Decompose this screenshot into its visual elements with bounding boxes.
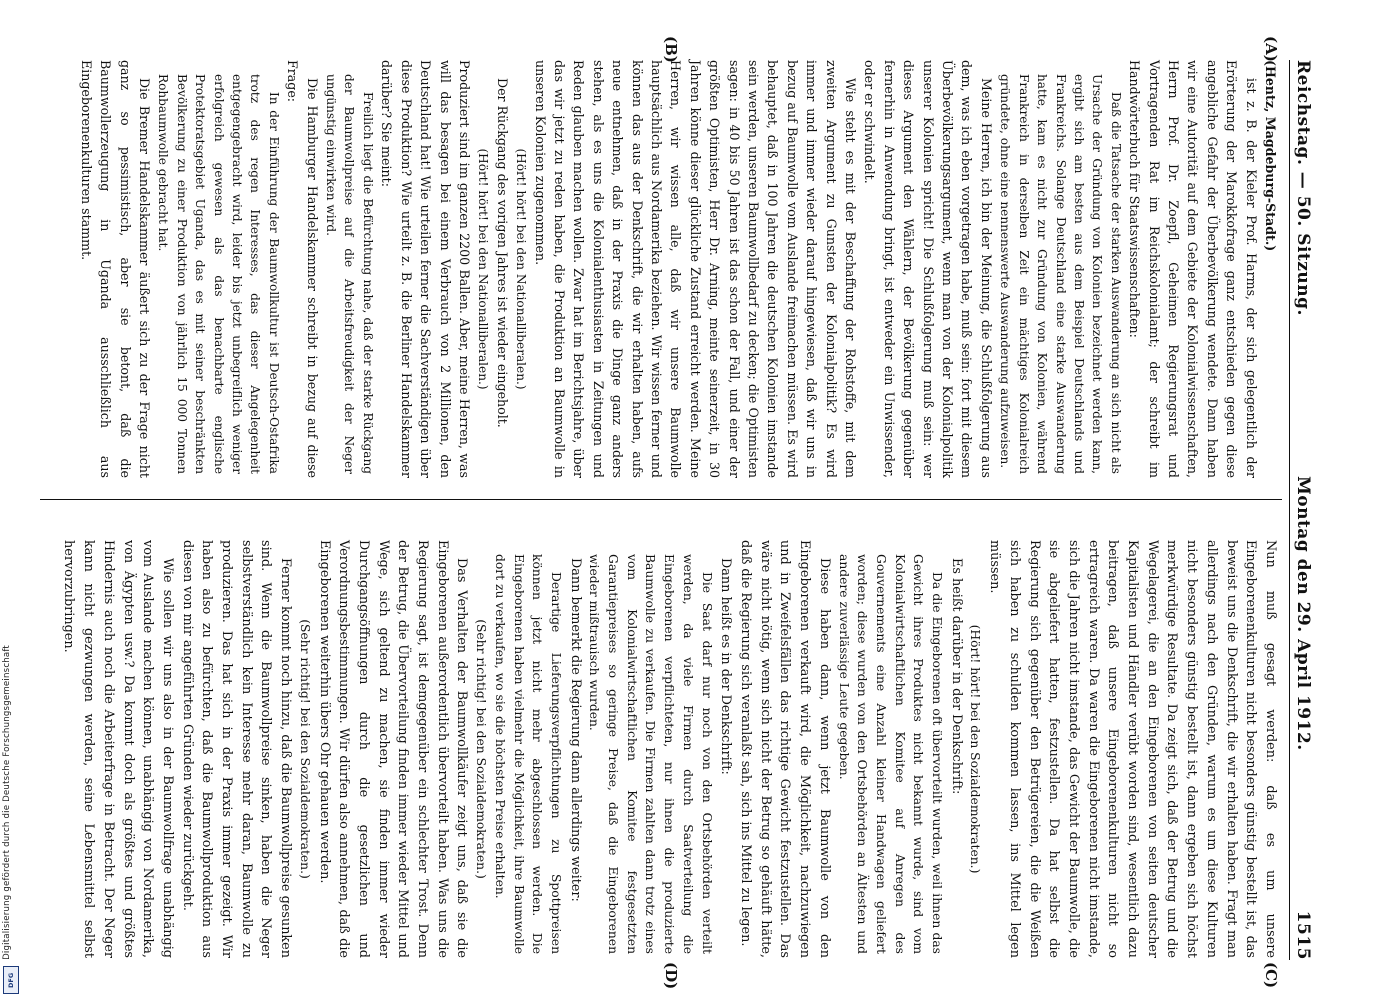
paragraph-text: Derartige Lieferungsverpflichtungen zu Spottpreisen können jetzt nicht mehr abgeschlossen werden. Die Eingeborenen haben vielmehr die Möglichkeit, ihre Baumwolle dort zu verkaufen, wo sie die höchsten Preise erhalten. [492, 554, 563, 954]
paragraph-text: Dann bemerkt die Regierung dann allerdings weiter: [567, 558, 583, 902]
paragraph-text: Dann heißt es in der Denkschrift: [718, 558, 734, 775]
right-paragraph [984, 540, 1280, 958]
paragraph-text: Es heißt darüber in der Denkschrift: [948, 558, 964, 795]
paragraph-text: (Hört! hört! bei den Sozialdemokraten.) [968, 624, 983, 874]
left-paragraph [76, 60, 154, 478]
right-paragraph [966, 540, 985, 958]
paragraph-text: Da die Eingeborenen oft übervorteilt wurden, weil ihnen das Gewicht ihres Produktes nicht bekannt wurde, sind vom Kolonialwirtschaftlichen Komitee auf Anregen des Gouvernements eine Anzahl kleiner Handwagen geliefert worden; diese wurden von den Ortsbehörden an Ältesten und andere zuverlässige Leute gegeben. [836, 554, 945, 954]
margin-mark-b: (B) [662, 36, 680, 63]
paragraph-text: (Hört! hört! bei den Nationalliberalen.) [514, 148, 529, 390]
paragraph-text: Die Saat darf nur noch von den Ortsbehörden verteilt werden, da viele Firmen durch Saatverteilung die Eingeborenen verpflichteten, nur ihnen die produzierte Baumwolle zu verkaufen. Die Firmen zahlten dann trotz eines vom Kolonialwirtschaftlichen Komitee festgesetzten Garantiepreises so geringe Preise, daß die Eingeborenen wieder mißtrauisch wurden. [587, 554, 714, 954]
header-date: Montag den 29. April 1912. [1293, 475, 1313, 751]
right-paragraph [471, 540, 490, 958]
left-paragraph [283, 60, 322, 478]
paragraph-text: Daß die Tatsache der starken Auswanderung an sich nicht als Ursache der Gründung von Kolonien bezeichnet werden kann, ergibt sich am besten aus dem Beispiel Deutschlands und Frankreichs. Solange Deutschland eine starke Auswanderung hatte, kam es nicht zur Gründung von Kolonien, während Frankreich in derselben Zeit ein mächtiges Kolonialreich gründete, ohne eine nennenswerte Auswanderung aufzuweisen. [998, 74, 1123, 474]
margin-mark-c: (C) [1262, 962, 1280, 989]
left-paragraph [474, 60, 492, 478]
left-paragraph [1125, 60, 1261, 478]
left-paragraph [377, 60, 474, 478]
paragraph-text: Die Bremer Handelskammer äußert sich zu der Frage nicht ganz so pessimistisch, aber sie betont, daß die Baumwollerzeugung in Uganda ausschließlich aus Eingeborenenkulturen stammt. [78, 60, 153, 478]
left-paragraph [860, 60, 996, 478]
digitization-credit: Digitalisierung gefördert durch die Deutsche Forschungsgemeinschaft [2, 645, 12, 960]
paragraph-text: (Sehr richtig! bei den Sozialdemokraten.) [297, 619, 312, 879]
right-paragraph [177, 540, 295, 958]
header-left: Reichstag. — 50. Sitzung. [1293, 60, 1313, 316]
paragraph-text: ist z. B. der Kieler Prof. Harms, der sich gelegentlich der Erörterung der Marokkofrage ganz entschieden gegen diese angebliche Gefahr der Überbevölkerung wendete. Dann haben wir eine Autorität auf dem Gebiete der Kolonialwissenschaften, Herrn Prof. Dr. Zoepfl, Geheimen Regierungsrat und Vortragenden Rat im Reichskolonialamt; der schreibt im Handwörterbuch für Staatswissenschaften: [1127, 60, 1259, 478]
paragraph-text: Diese haben dann, wenn jetzt Baumwolle von den Eingeborenen verkauft wird, die Möglichkeit, nachzuwiegen und in Zweifelsfällen das richtige Gewicht festzustellen. Das wäre nicht nötig, wenn sich nicht der Betrug so gehäuft hätte, daß die Regierung sich veranlaßt sah, sich ins Mittel zu legen. [738, 540, 832, 958]
right-paragraph [490, 554, 565, 954]
page-header [1290, 60, 1316, 960]
paragraph-text: Wie steht es mit der Beschaffung der Rohstoffe, mit dem zweiten Argument zu Gunsten der Kolonialpolitik? Es wird immer und immer wieder darauf hingewiesen, daß wir uns in bezug auf Baumwolle vom Auslande freimachen müssen. Es wird behauptet, daß in 100 Jahren die deutschen Kolonien imstande sein werden, unseren Baumwollbedarf zu decken; die Optimisten sagen: in 40 bis 50 Jahren ist das schon der Fall, und einer der größten Optimisten, Herr Dr. Arning, meinte seinerzeit, in 30 Jahren könne dieser glückliche Zustand erreicht werden. Meine Herren, wir wissen alle, daß wir unsere Baumwolle hauptsächlich aus Nordamerika beziehen. Wir wissen ferner und können das aus der Denkschrift, die wir erhalten haben, aufs neue entnehmen, daß in der Praxis die Dinge ganz anders stehen, als es uns die Kolonialenthusiasten in Zeitungen und Reden glauben machen wollen. Zwar hat im Berichtsjahre, über das wir jetzt zu reden haben, die Produktion an Baumwolle in unseren Kolonien zugenommen. [532, 60, 859, 478]
header-rule [1289, 60, 1290, 960]
right-paragraph [59, 540, 177, 958]
dfg-logo: DFG [3, 966, 19, 994]
right-paragraph [295, 540, 314, 958]
right-paragraph [585, 554, 716, 954]
left-paragraph [996, 74, 1125, 474]
left-paragraph [154, 74, 283, 474]
column-divider [40, 499, 1282, 500]
paragraph-text: Der Rückgang des vorigen Jahres ist wieder eingeholt. [494, 78, 510, 428]
credit-strip [0, 0, 22, 1000]
paragraph-text: (Hört! hört! bei den Nationalliberalen.) [476, 148, 491, 390]
paragraph-text: Meine Herren, ich bin der Meinung, die Schlußfolgerung aus dem, was ich eben vorgetragen habe, muß sein: fort mit diesem Überbevölkerungsargument, wenn man von der Kolonialpolitik unserer Kolonien spricht! Die Schlußfolgerung muß sein: wer dieses Argument den Wählern, der Bevölkerung gegenüber fernerhin in Anwendung bringt, ist entweder ein Unwissender, oder er schwindelt. [862, 60, 994, 478]
paragraph-text: Ferner kommt noch hinzu, daß die Baumwollpreise gesunken sind. Wenn die Baumwollpreise sinken, haben die Neger selbstverständlich kein Interesse mehr daran, Baumwolle zu produzieren. Das hat sich in der Praxis immer gezeigt. Wir haben also zu befürchten, daß die Baumwollproduktion aus diesen von mir angeführten Gründen wieder zurückgeht. [179, 540, 294, 958]
paragraph-text: Nun muß gesagt werden: daß es um unsere Eingeborenenkulturen nicht besonders günstig bestellt ist, das beweist uns die Denkschrift, die wir erhalten haben. Fragt man allerdings nach den Gründen, warum es um diese Kulturen nicht besonders günstig bestellt ist, dann ergeben sich höchst merkwürdige Resultate. Da zeigt sich, daß der Betrug und die Wegelagerei, die an den Eingeborenen von seiten deutscher Kapitalisten und Händler verübt worden sind, wesentlich dazu beitragen, daß unsere Eingeborenenkulturen nicht so ertragreich waren. Da waren die Eingeborenen nicht imstande, sich die Jahren nicht imstande, das Gewicht der Baumwolle, die sie abgeliefert hatten, festzustellen. Da hat selbst die Regierung sich gegenüber den Betrügereien, die die Weißen sich haben zu schulden kommen lassen, ins Mittel legen müssen. [987, 540, 1278, 958]
right-paragraph [565, 540, 585, 958]
text-column-right [59, 540, 1280, 958]
left-paragraph [530, 60, 860, 478]
text-column-left [76, 60, 1280, 478]
margin-mark-a: (A) [1262, 36, 1280, 62]
right-paragraph [735, 540, 834, 958]
speaker-name: (Hentz, Magdeburg-Stadt.) [1263, 60, 1278, 252]
page-number: 1515 [1293, 910, 1313, 960]
right-paragraph [716, 540, 736, 958]
paragraph-text: Produziert sind im ganzen 2200 Ballen. Aber, meine Herren, was will das besagen bei einem Verbrauch von 2 Millionen, den Deutschland hat! Wie urteilen ferner die Sachverständigen über diese Produktion? Wie urteilt z. B. die Berliner Handelskammer darüber? Sie meint: [379, 60, 472, 478]
paragraph-text: In der Einführung der Baumwollkultur ist Deutsch-Ostafrika trotz des regen Interesses, das dieser Angelegenheit entgegengebracht wird, leider bis jetzt unbegreiflich weniger erfolgreich gewesen als das benachbarte englische Protektoratsgebiet Uganda, das es mit seiner beschränkten Bevölkerung zu einer Produktion von jährlich 15 000 Tonnen Rohbaumwolle gebracht hat. [156, 74, 281, 474]
paragraph-text: (Sehr richtig! bei den Sozialdemokraten.) [474, 619, 489, 879]
right-paragraph [834, 554, 946, 954]
paragraph-text: Die Hamburger Handelskammer schreibt in bezug auf diese Frage: [285, 60, 320, 478]
right-paragraph [314, 540, 472, 958]
right-paragraph [946, 540, 966, 958]
paragraph-text: Freilich liegt die Befürchtung nahe, daß der starke Rückgang der Baumwollpreise auf die Arbeitsfreudigkeit der Neger ungünstig einwirken wird. [324, 74, 375, 474]
left-paragraph [512, 60, 530, 478]
paragraph-text: Das Verhalten der Baumwollkäufer zeigt uns, daß sie die Eingeborenen außerordentlich übervorteilt haben. Was uns die Regierung sagt, ist demgegenüber ein schlechter Trost. Denn der Betrug, die Übervorteilung finden immer wieder Mittel und Wege, sich geltend zu machen, sie finden immer wieder Durchgangsöffnungen durch die gesetzlichen und Verordnungsbestimmungen. Wir dürfen also annehmen, daß die Eingeborenen weiterhin übers Ohr gehauen werden. [316, 540, 470, 958]
left-paragraph [492, 60, 511, 478]
paragraph-text: Wie sollen wir uns also in der Baumwollfrage unabhängig vom Auslande machen können, unabhängig von Nordamerika, von Ägypten usw.? Da kommt doch als größtes und größtes Hindernis auch noch die Arbeiterfrage in Betracht. Der Neger kann nicht gezwungen werden, seine Lebensmittel selbst hervorzubringen. [61, 540, 175, 958]
left-paragraph [1261, 60, 1280, 478]
left-paragraph [322, 74, 377, 474]
margin-mark-d: (D) [662, 962, 680, 990]
